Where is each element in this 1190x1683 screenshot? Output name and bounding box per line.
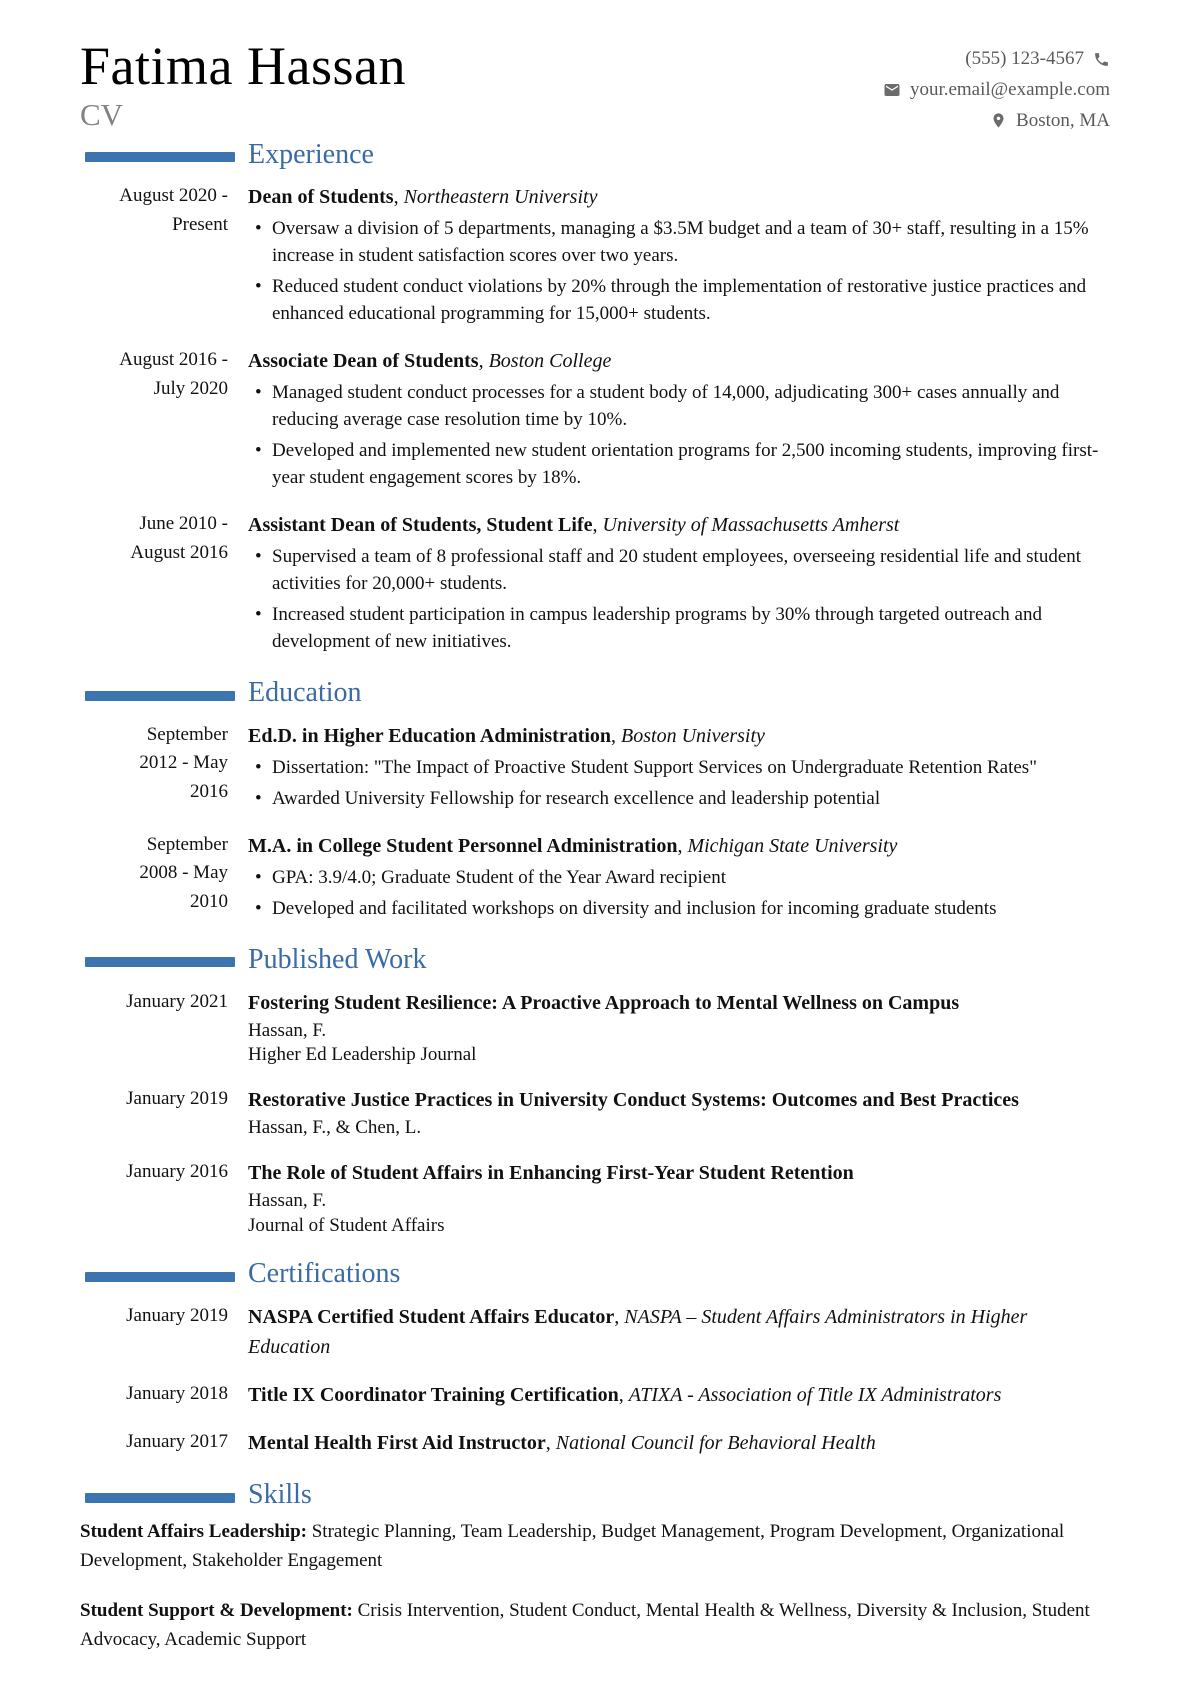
experience-entry [80,346,1110,492]
education-entry [80,721,1110,813]
entry-bullet: • GPA: 3.9/4.0; Graduate Student of the Year Award recipient [248,865,1110,892]
contact-info [883,48,1110,140]
entry-bullets [248,216,1110,328]
section-title: Education [248,677,362,709]
certification-date: January 2017 [126,1431,228,1453]
certification-title: Title IX Coordinator Training Certification , [248,1384,629,1406]
certification-entry [80,1428,1110,1458]
skill-paragraph [80,1596,1110,1655]
publication-authors: Hassan, F. [248,1019,327,1041]
section-rule [85,1272,235,1282]
entry-date: September 2008 - May 2010 [139,833,228,912]
publication-date: January 2021 [126,990,228,1012]
publication-authors: Hassan, F. [248,1189,327,1211]
education-entry [80,831,1110,923]
entry-bullet: • Awarded University Fellowship for research excellence and leadership potential [248,786,1110,813]
entry-bullets [248,380,1110,492]
phone-number: (555) 123-4567 [965,48,1084,69]
publication-date: January 2016 [126,1160,228,1182]
certification-headline [248,1302,1110,1362]
entry-date: June 2010 - August 2016 [130,513,228,563]
publication-entry [80,1158,1110,1238]
contact-location [883,110,1110,133]
skill-paragraph [80,1517,1110,1576]
publication-title: The Role of Student Affairs in Enhancing First-Year Student Retention [248,1161,854,1184]
header [80,38,1110,130]
degree-title: Ed.D. in Higher Education Administration , [248,725,621,747]
person-name: Fatima Hassan [80,36,406,96]
education-entries [80,721,1110,923]
publication-entry [80,1085,1110,1140]
certification-date: January 2019 [126,1305,228,1327]
cv-label: CV [80,96,124,132]
section-heading [80,1259,1110,1290]
section-title: Published Work [248,943,427,975]
skill-category-label: Student Affairs Leadership: [80,1520,307,1542]
experience-entry [80,510,1110,656]
certification-headline [248,1380,1110,1410]
certification-headline [248,1428,1110,1458]
skill-list: Strategic Planning, Team Leadership, Budget Management, Program Development, Organizational Development, Stakeholder Engagement [80,1520,1065,1572]
certifying-organization: National Council for Behavioral Health [555,1432,876,1455]
entry-bullets [248,544,1110,656]
section-rule [85,1493,235,1503]
entry-title: Associate Dean of Students , [248,350,489,372]
publication-journal: Higher Ed Leadership Journal [248,1044,477,1066]
entry-headline [248,721,1110,751]
skill-category-label: Student Support & Development: [80,1599,353,1621]
section-title: Skills [248,1479,312,1511]
entry-bullet: • Reduced student conduct violations by 20% through the implementation of restorative justice practices and enhanced educational programming for 15,000+ students. [248,274,1110,328]
certifying-organization: ATIXA - Association of Title IX Administrators [628,1384,1002,1407]
entry-organization: Northeastern University [403,186,598,209]
certification-entry [80,1302,1110,1362]
entry-date: August 2016 - July 2020 [119,349,228,399]
publication-entry [80,988,1110,1068]
entry-headline [248,182,1110,212]
contact-phone[interactable] [883,48,1110,71]
email-address: your.email@example.com [909,78,1110,100]
entry-organization: Boston College [488,350,612,373]
entry-title: Dean of Students , [248,186,404,208]
section-education [80,678,1110,923]
entry-headline [248,831,1110,861]
publication-journal: Journal of Student Affairs [248,1214,445,1236]
certification-title: Mental Health First Aid Instructor , [248,1432,556,1454]
skill-entries [80,1517,1110,1655]
section-heading [80,945,1110,976]
section-rule [85,152,235,162]
publication-authors: Hassan, F., & Chen, L. [248,1117,422,1139]
entry-headline [248,510,1110,540]
entry-organization: University of Massachusetts Amherst [602,514,900,537]
location-text: Boston, MA [1016,109,1110,131]
certification-date: January 2018 [126,1383,228,1405]
publication-date: January 2019 [126,1088,228,1110]
entry-bullet: • Developed and facilitated workshops on diversity and inclusion for incoming graduate students [248,896,1110,923]
skill-list: Crisis Intervention, Student Conduct, Mental Health & Wellness, Diversity & Inclusion, Student Advocacy, Academic Support [80,1599,1090,1651]
experience-entry [80,182,1110,328]
section-heading [80,678,1110,709]
certification-entries [80,1302,1110,1458]
section-rule [85,957,235,967]
section-heading [80,140,1110,171]
school-name: Boston University [621,724,765,747]
school-name: Michigan State University [687,834,898,857]
section-title: Certifications [248,1258,401,1290]
entry-bullet: • Developed and implemented new student orientation programs for 2,500 incoming students, improving first-year student engagement scores by 18%. [248,438,1110,492]
entry-date: September 2012 - May 2016 [139,723,228,802]
entry-bullet: • Oversaw a division of 5 departments, managing a $3.5M budget and a team of 30+ staff, resulting in a 15% increase in student satisfaction scores over two years. [248,216,1110,270]
entry-bullets [248,755,1110,813]
publication-entries [80,988,1110,1238]
email-icon [883,81,901,99]
publication-title: Fostering Student Resilience: A Proactive Approach to Mental Wellness on Campus [248,991,960,1014]
section-heading [80,1480,1110,1511]
certifying-organization: NASPA – Student Affairs Administrators in Higher Education [248,1306,1028,1359]
certification-title: NASPA Certified Student Affairs Educator , [248,1306,624,1328]
entry-bullet: • Managed student conduct processes for a student body of 14,000, adjudicating 300+ cases annually and reducing average case resolution time by 10%. [248,380,1110,434]
degree-title: M.A. in College Student Personnel Administration , [248,835,687,857]
section-published-work [80,945,1110,1238]
certification-entry [80,1380,1110,1410]
entry-date: August 2020 - Present [119,185,228,235]
entry-title: Assistant Dean of Students, Student Life , [248,514,603,536]
entry-bullet: • Supervised a team of 8 professional staff and 20 student employees, overseeing residential life and student activities for 20,000+ students. [248,544,1110,598]
experience-entries [80,182,1110,656]
phone-icon [1093,51,1110,68]
section-rule [85,691,235,701]
entry-bullets [248,865,1110,923]
entry-headline [248,346,1110,376]
section-skills [80,1480,1110,1655]
section-experience [80,140,1110,656]
section-title: Experience [248,138,374,170]
entry-bullet: • Increased student participation in campus leadership programs by 30% through targeted outreach and development of new initiatives. [248,602,1110,656]
contact-email[interactable] [883,79,1110,102]
section-certifications [80,1259,1110,1458]
location-icon [990,112,1007,129]
publication-title: Restorative Justice Practices in University Conduct Systems: Outcomes and Best Practices [248,1089,1019,1112]
entry-bullet: • Dissertation: "The Impact of Proactive Student Support Services on Undergraduate Retention Rates" [248,755,1110,782]
